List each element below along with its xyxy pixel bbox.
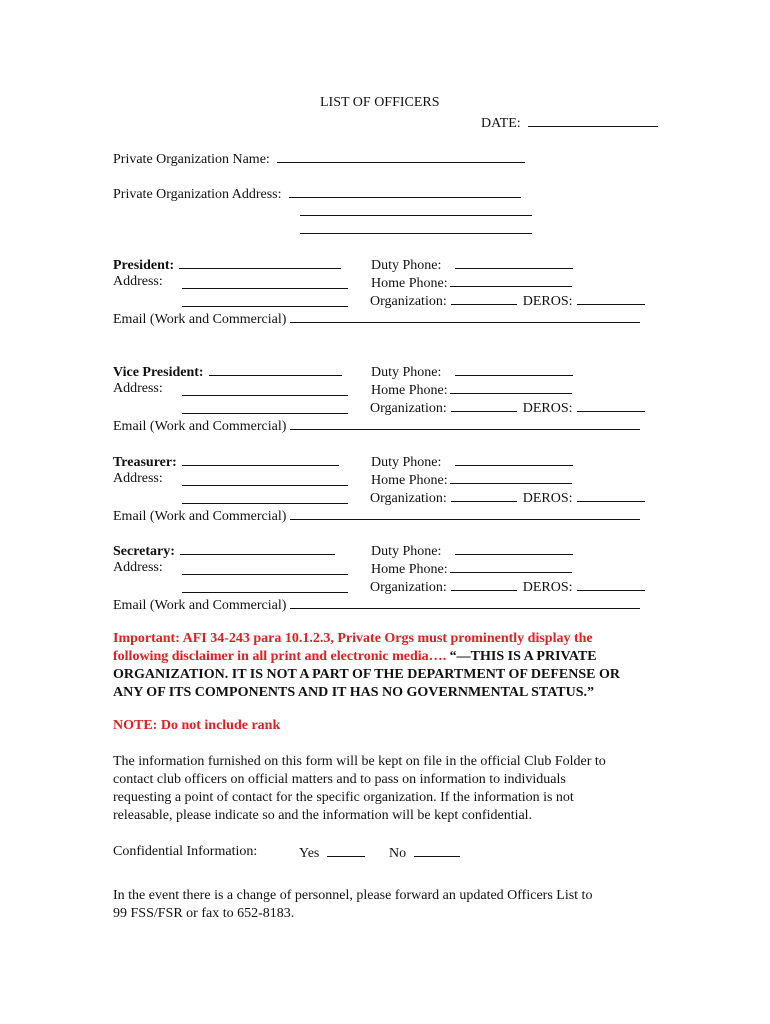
officer-duty-phone-row [371, 452, 573, 472]
org-name-field[interactable] [277, 149, 525, 163]
duty-phone-field[interactable] [455, 541, 573, 555]
officer-email-row [113, 416, 640, 436]
important-line-2-black: “—THIS IS A PRIVATE [446, 649, 597, 664]
organization-field[interactable] [451, 488, 517, 502]
officer-org-deros-row [370, 488, 645, 508]
info-paragraph [113, 753, 673, 825]
important-line-3: ORGANIZATION. IT IS NOT A PART OF THE DEPARTMENT OF DEFENSE OR [113, 667, 621, 682]
org-address-field-1[interactable] [289, 184, 521, 198]
officer-address-row [113, 273, 163, 291]
officer-email-field[interactable] [290, 506, 640, 520]
confidential-yes [299, 843, 365, 863]
org-address-field-3[interactable] [300, 220, 532, 234]
yes-label: Yes [299, 846, 320, 861]
home-phone-field[interactable] [450, 273, 572, 287]
officer-email-label: Email (Work and Commercial) [113, 598, 287, 613]
organization-label: Organization: [370, 580, 447, 595]
home-phone-label: Home Phone: [371, 562, 448, 577]
officer-address-field-2[interactable] [182, 400, 348, 414]
officer-address-field-1[interactable] [182, 275, 348, 289]
important-notice [113, 630, 673, 702]
officer-email-field[interactable] [290, 416, 640, 430]
officer-email-row [113, 595, 640, 615]
officer-home-phone-row [371, 559, 572, 579]
home-phone-label: Home Phone: [371, 383, 448, 398]
deros-field[interactable] [577, 291, 645, 305]
organization-field[interactable] [451, 291, 517, 305]
officer-email-label: Email (Work and Commercial) [113, 312, 287, 327]
organization-label: Organization: [370, 491, 447, 506]
duty-phone-field[interactable] [455, 255, 573, 269]
info-line-3: requesting a point of contact for the specific organization. If the information is not [113, 790, 574, 805]
organization-field[interactable] [451, 398, 517, 412]
officer-role-row [113, 452, 339, 472]
officer-address-label: Address: [113, 381, 163, 396]
home-phone-field[interactable] [450, 470, 572, 484]
home-phone-field[interactable] [450, 380, 572, 394]
deros-field[interactable] [577, 488, 645, 502]
no-label: No [389, 846, 407, 861]
officer-address-row [113, 559, 163, 577]
deros-label: DEROS: [522, 491, 573, 506]
important-line-4: ANY OF ITS COMPONENTS AND IT HAS NO GOVERNMENTAL STATUS.” [113, 685, 594, 700]
date-row [481, 113, 658, 133]
info-line-2: contact club officers on official matters and to pass on information to individuals [113, 772, 566, 787]
organization-label: Organization: [370, 401, 447, 416]
officer-name-field[interactable] [182, 452, 339, 466]
officer-role-label: Secretary: [113, 544, 175, 559]
home-phone-label: Home Phone: [371, 276, 448, 291]
officer-email-field[interactable] [290, 309, 640, 323]
date-field[interactable] [528, 113, 658, 127]
officer-address-label: Address: [113, 560, 163, 575]
officer-role-label: President: [113, 258, 175, 273]
duty-phone-label: Duty Phone: [371, 365, 442, 380]
officer-address-field-2[interactable] [182, 490, 348, 504]
home-phone-field[interactable] [450, 559, 572, 573]
org-address-field-2[interactable] [300, 202, 532, 216]
officer-org-deros-row [370, 291, 645, 311]
officer-email-label: Email (Work and Commercial) [113, 509, 287, 524]
officer-address-field-1[interactable] [182, 382, 348, 396]
officer-home-phone-row [371, 273, 572, 293]
home-phone-label: Home Phone: [371, 473, 448, 488]
officer-email-row [113, 506, 640, 526]
org-address-line-3 [300, 220, 532, 240]
org-name-row [113, 149, 525, 169]
change-line-1: In the event there is a change of personnel, please forward an updated Officers List to [113, 888, 593, 903]
organization-label: Organization: [370, 294, 447, 309]
duty-phone-label: Duty Phone: [371, 455, 442, 470]
org-address-row [113, 184, 521, 204]
officer-home-phone-row [371, 470, 572, 490]
officer-email-label: Email (Work and Commercial) [113, 419, 287, 434]
officer-address-row [113, 380, 163, 398]
officer-address-field-2[interactable] [182, 579, 348, 593]
duty-phone-label: Duty Phone: [371, 544, 442, 559]
officer-role-row [113, 255, 341, 275]
officer-address-field-1[interactable] [182, 472, 348, 486]
officer-name-field[interactable] [180, 541, 335, 555]
yes-field[interactable] [327, 843, 365, 857]
duty-phone-field[interactable] [455, 362, 573, 376]
deros-label: DEROS: [522, 294, 573, 309]
duty-phone-field[interactable] [455, 452, 573, 466]
organization-field[interactable] [451, 577, 517, 591]
officer-address-field-2[interactable] [182, 293, 348, 307]
info-line-4: releasable, please indicate so and the information will be kept confidential. [113, 808, 533, 823]
officer-role-label: Treasurer: [113, 455, 177, 470]
officer-name-field[interactable] [179, 255, 341, 269]
deros-label: DEROS: [522, 401, 573, 416]
note-text: NOTE: Do not include rank [113, 718, 281, 733]
confidential-no [389, 843, 460, 863]
no-field[interactable] [414, 843, 460, 857]
info-line-1: The information furnished on this form will be kept on file in the official Club Folder to [113, 754, 606, 769]
officer-home-phone-row [371, 380, 572, 400]
officer-duty-phone-row [371, 362, 573, 382]
confidential-label: Confidential Information: [113, 844, 258, 859]
officer-org-deros-row [370, 577, 645, 597]
officer-name-field[interactable] [209, 362, 342, 376]
page-title: LIST OF OFFICERS [320, 95, 440, 110]
officer-address-label: Address: [113, 274, 163, 289]
officer-email-row [113, 309, 640, 329]
change-paragraph [113, 887, 673, 923]
officer-address-row [113, 470, 163, 488]
officer-role-label: Vice President: [113, 365, 204, 380]
officer-address-field-1[interactable] [182, 561, 348, 575]
officer-duty-phone-row [371, 255, 573, 275]
important-line-1: Important: AFI 34-243 para 10.1.2.3, Private Orgs must prominently display the [113, 631, 593, 646]
officer-org-deros-row [370, 398, 645, 418]
deros-label: DEROS: [522, 580, 573, 595]
duty-phone-label: Duty Phone: [371, 258, 442, 273]
important-line-2-red: following disclaimer in all print and electronic media…. [113, 649, 447, 664]
officer-role-row [113, 362, 342, 382]
officer-email-field[interactable] [290, 595, 640, 609]
deros-field[interactable] [577, 398, 645, 412]
officer-duty-phone-row [371, 541, 573, 561]
officer-role-row [113, 541, 335, 561]
officer-address-label: Address: [113, 471, 163, 486]
date-label: DATE: [481, 116, 521, 131]
change-line-2: 99 FSS/FSR or fax to 652-8183. [113, 906, 295, 921]
org-address-label: Private Organization Address: [113, 187, 282, 202]
deros-field[interactable] [577, 577, 645, 591]
org-name-label: Private Organization Name: [113, 152, 270, 167]
org-address-line-2 [300, 202, 532, 222]
